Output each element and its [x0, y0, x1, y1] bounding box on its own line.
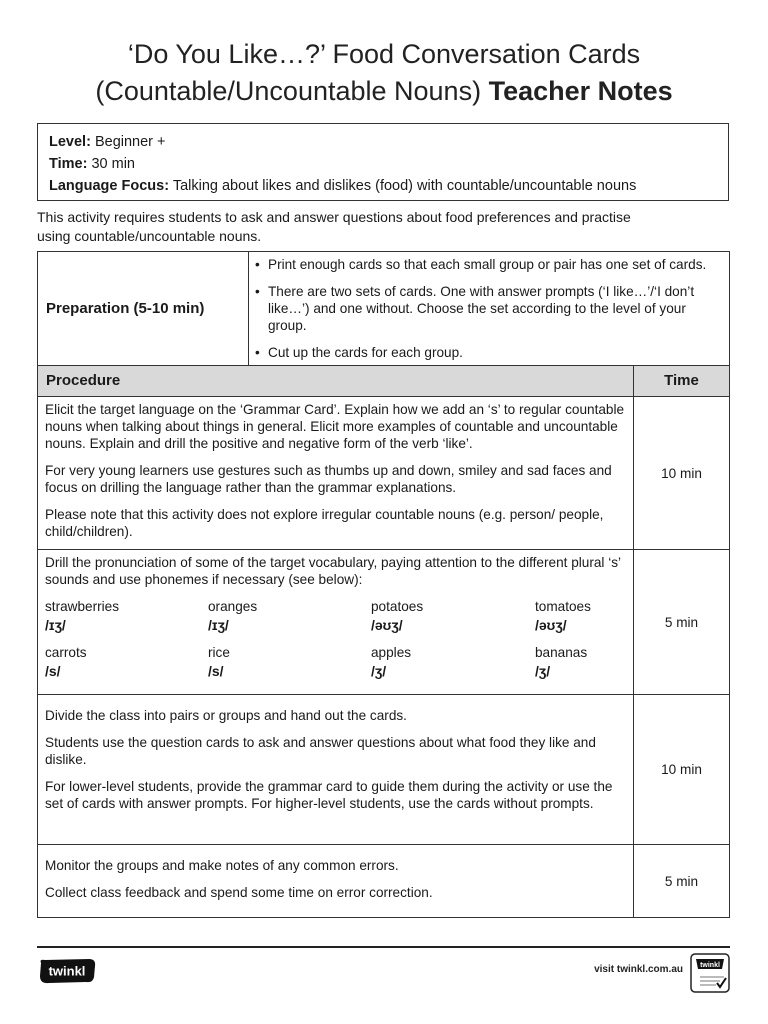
preparation-list: [249, 252, 730, 366]
vocab-word: tomatoes: [535, 599, 591, 614]
step-paragraph: For lower-level students, provide the grammar card to guide them during the activity or use the set of cards with answer prompts. For higher-level students, use the cards without prompts.: [45, 779, 613, 811]
step-paragraph: Collect class feedback and spend some time on error correction.: [45, 885, 433, 900]
vocab-word: apples: [371, 645, 412, 660]
phoneme-item: [208, 644, 371, 690]
phoneme-item: [535, 644, 625, 690]
vocab-word: oranges: [208, 599, 258, 614]
vocab-word: carrots: [45, 645, 87, 660]
time-header: Time: [634, 366, 730, 397]
step-paragraph: For very young learners use gestures such as thumbs up and down, smiley and sad faces and focus on drilling the language rather than the grammar explanations.: [45, 463, 612, 495]
title-line-1: ‘Do You Like…?’ Food Conversation Cards: [127, 39, 641, 69]
vocab-phoneme: /ʒ/: [371, 663, 387, 679]
footer-divider: [37, 946, 730, 948]
title-line-2: [0, 73, 768, 110]
focus-value: Talking about likes and dislikes (food) with countable/uncountable nouns: [172, 178, 637, 194]
preparation-label: Preparation (5-10 min): [38, 252, 249, 366]
vocab-phoneme: /ɪʒ/: [45, 617, 66, 633]
time-row: [49, 153, 717, 175]
prep-bullet: • Print enough cards so that each small group or pair has one set of cards.: [255, 257, 707, 272]
level-row: [49, 131, 717, 153]
prep-bullet-text: There are two sets of cards. One with answer prompts (‘I like…’/‘I don’t like…’) and one without. Choose the set according to the level of your group.: [268, 284, 695, 333]
phoneme-item: [45, 644, 208, 690]
time-label: Time:: [49, 156, 88, 172]
lesson-info-box: [37, 123, 729, 201]
procedure-header: Procedure: [38, 366, 634, 397]
title-teacher-notes: Teacher Notes: [488, 76, 673, 106]
vocab-word: strawberries: [45, 599, 120, 614]
step-paragraph: Students use the question cards to ask and answer questions about what food they like and dislike.: [45, 735, 596, 767]
procedure-step-1: [38, 397, 730, 550]
step-paragraph: Divide the class into pairs or groups and hand out the cards.: [45, 708, 407, 723]
step-paragraph: Elicit the target language on the ‘Grammar Card’. Explain how we add an ‘s’ to regular countable nouns when talking about things in general. Elicit more examples of countable and uncountable nouns. Explain and drill the positive and negative form of the verb ‘like’.: [45, 402, 625, 451]
badge-text: twinkl: [700, 962, 720, 969]
preparation-row: [38, 252, 730, 366]
step-paragraph: Please note that this activity does not explore irregular countable nouns (e.g. person/ people, child/children).: [45, 507, 604, 539]
phoneme-item: [208, 598, 371, 644]
vocab-phoneme: /ɪʒ/: [208, 617, 229, 633]
level-value: Beginner +: [94, 134, 166, 150]
vocab-word: potatoes: [371, 599, 424, 614]
phoneme-item: [371, 644, 535, 690]
step-2-time: 5 min: [634, 550, 730, 695]
procedure-step-3: [38, 695, 730, 845]
step-2-text: [38, 550, 634, 695]
focus-row: [49, 175, 717, 197]
vocab-phoneme: /əʊʒ/: [535, 617, 567, 633]
step-paragraph: Monitor the groups and make notes of any common errors.: [45, 858, 399, 873]
phoneme-item: [371, 598, 535, 644]
time-value: 30 min: [91, 156, 135, 172]
twinkl-logo[interactable]: [37, 957, 97, 985]
step-paragraph: Drill the pronunciation of some of the target vocabulary, paying attention to the different plural ‘s’ sounds and use phonemes if necessary (see below):: [45, 555, 621, 587]
step-4-time: 5 min: [634, 845, 730, 918]
procedure-header-row: [38, 366, 730, 397]
prep-bullet-text: Print enough cards so that each small group or pair has one set of cards.: [268, 257, 707, 272]
prep-bullet: • Cut up the cards for each group.: [255, 345, 463, 360]
lesson-table: [37, 251, 730, 918]
vocab-phoneme: /əʊʒ/: [371, 617, 403, 633]
vocab-phoneme: /s/: [45, 663, 61, 679]
step-1-text: [38, 397, 634, 550]
step-4-text: [38, 845, 634, 918]
prep-bullet: • There are two sets of cards. One with answer prompts (‘I like…’/‘I don’t like…’) and one without. Choose the set according to the level of your group.: [255, 283, 719, 334]
step-1-time: 10 min: [634, 397, 730, 550]
vocab-phoneme: /s/: [208, 663, 224, 679]
phoneme-item: [45, 598, 208, 644]
quality-badge-icon: [690, 953, 730, 993]
focus-label: Language Focus:: [49, 178, 170, 194]
procedure-step-4: [38, 845, 730, 918]
step-3-time: 10 min: [634, 695, 730, 845]
prep-bullet-text: Cut up the cards for each group.: [268, 345, 463, 360]
vocab-word: bananas: [535, 645, 588, 660]
vocab-word: rice: [208, 645, 230, 660]
step-3-text: [38, 695, 634, 845]
procedure-step-2: [38, 550, 730, 695]
page-title: [0, 36, 768, 110]
intro-paragraph: This activity requires students to ask and answer questions about food preferences and practise using countable/uncountable nouns.: [37, 209, 631, 244]
logo-text: twinkl: [48, 963, 86, 979]
phoneme-item: [535, 598, 625, 644]
vocab-phoneme: /ʒ/: [535, 663, 551, 679]
level-label: Level:: [49, 134, 91, 150]
title-subtitle: (Countable/Uncountable Nouns): [95, 76, 482, 106]
visit-link[interactable]: visit twinkl.com.au: [594, 964, 683, 975]
phoneme-grid: [45, 598, 625, 690]
